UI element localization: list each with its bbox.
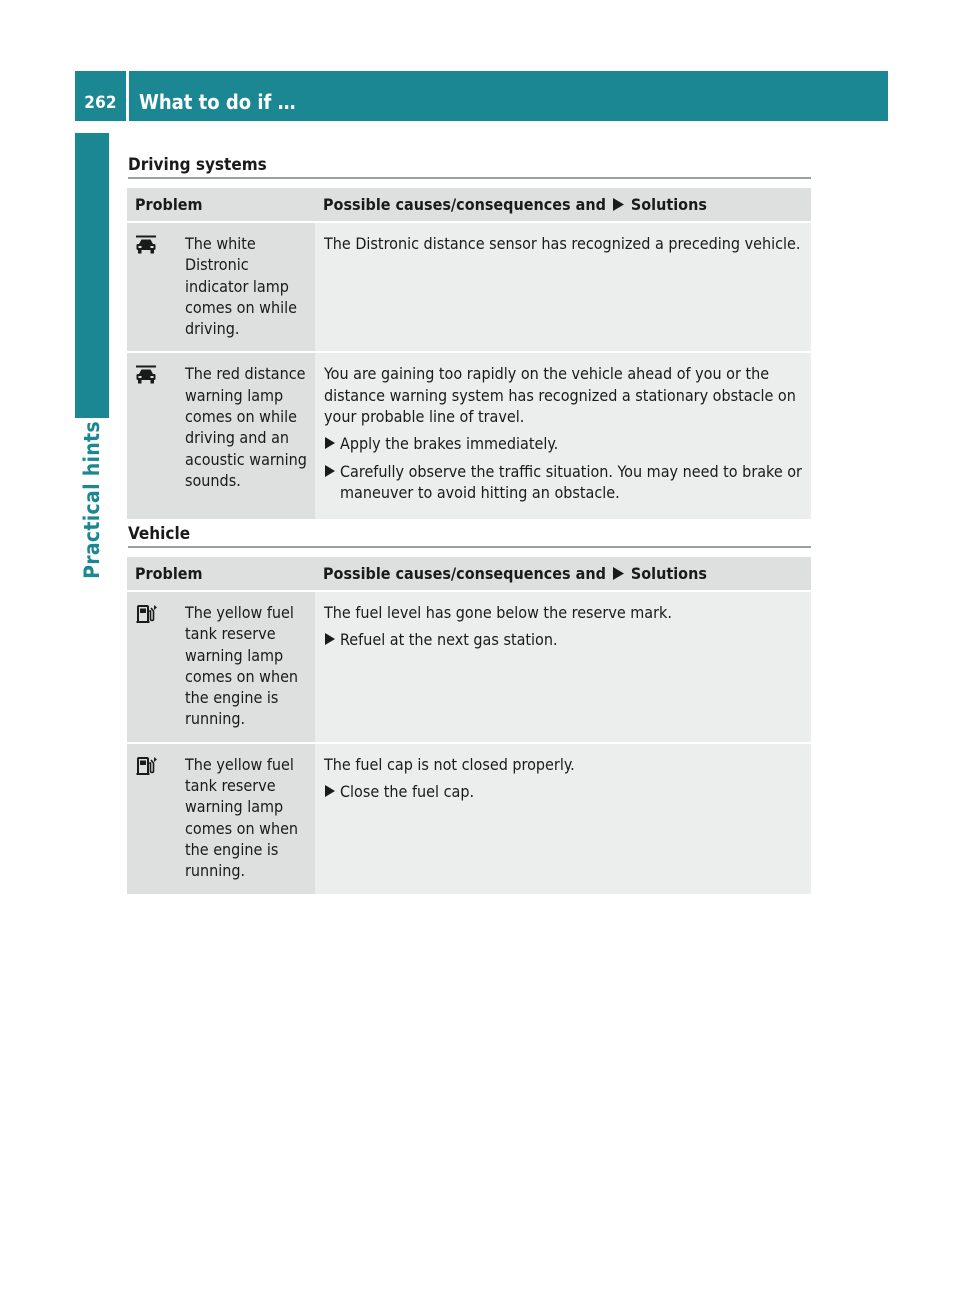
solution-cell [315, 222, 811, 352]
problem-cell [127, 743, 315, 895]
side-tab-label: Practical hints [80, 421, 104, 579]
solution-step-text: Carefully observe the traffic situation. You may need to brake or maneuver to avoid hitting an obstacle. [340, 461, 802, 502]
solution-step [324, 629, 805, 650]
step-arrow-icon [325, 633, 335, 645]
problem-cell [127, 591, 315, 743]
fuel-pump-icon [135, 756, 157, 776]
side-tab-block [75, 133, 109, 418]
table-row [127, 222, 811, 352]
column-header-solutions-suffix: Solutions [630, 563, 707, 583]
solution-step-text: Close the fuel cap. [340, 782, 475, 802]
solution-step [324, 781, 805, 802]
solution-cell [315, 743, 811, 895]
section-title-driving-systems: Driving systems [128, 155, 267, 175]
table-row [127, 591, 811, 743]
solution-step-text: Apply the brakes immediately. [340, 434, 559, 454]
vehicle-table [127, 557, 811, 896]
cause-text: The Distronic distance sensor has recognized a preceding vehicle. [324, 234, 801, 253]
solution-arrow-icon [613, 567, 624, 580]
section-divider [128, 546, 811, 548]
column-header-problem: Problem [127, 557, 315, 591]
solution-step [324, 461, 805, 504]
problem-cell [127, 352, 315, 520]
column-header-solutions [315, 188, 811, 222]
solution-step-text: Refuel at the next gas station. [340, 630, 558, 650]
section-divider [128, 177, 811, 179]
table-header-row [127, 557, 811, 591]
distance-warning-vehicle-icon [135, 365, 157, 385]
solution-arrow-icon [613, 198, 624, 211]
column-header-solutions-prefix: Possible causes/consequences and [323, 194, 606, 214]
cause-text: The fuel cap is not closed properly. [324, 754, 575, 774]
step-arrow-icon [325, 465, 335, 477]
column-header-solutions-suffix: Solutions [630, 194, 707, 214]
cause-text: You are gaining too rapidly on the vehicle ahead of you or the distance warning system has recognized a stationary obstacle on your probable line of travel. [324, 364, 796, 427]
distronic-vehicle-icon [135, 235, 157, 255]
column-header-solutions [315, 557, 811, 591]
table-header-row [127, 188, 811, 222]
table-row [127, 743, 811, 895]
page-title: What to do if … [139, 90, 296, 114]
solution-step [324, 433, 805, 454]
problem-text: The yellow fuel tank reserve warning lamp comes on when the engine is running. [185, 754, 299, 881]
problem-text: The red distance warning lamp comes on while driving and an acoustic warning sounds. [185, 364, 307, 490]
problem-cell [127, 222, 315, 352]
step-arrow-icon [325, 785, 335, 797]
problem-text: The yellow fuel tank reserve warning lamp comes on when the engine is running. [185, 603, 299, 729]
fuel-pump-icon [135, 604, 157, 624]
section-title-vehicle: Vehicle [128, 524, 191, 544]
cause-text: The fuel level has gone below the reserve mark. [324, 603, 672, 622]
table-row [127, 352, 811, 520]
step-arrow-icon [325, 437, 335, 449]
solution-cell [315, 352, 811, 520]
header-divider [126, 71, 129, 121]
column-header-problem: Problem [127, 188, 315, 222]
column-header-solutions-prefix: Possible causes/consequences and [323, 563, 606, 583]
solution-cell [315, 591, 811, 743]
page-number: 262 [84, 93, 117, 113]
driving-systems-table [127, 188, 811, 521]
problem-text: The white Distronic indicator lamp comes on while driving. [185, 234, 297, 339]
